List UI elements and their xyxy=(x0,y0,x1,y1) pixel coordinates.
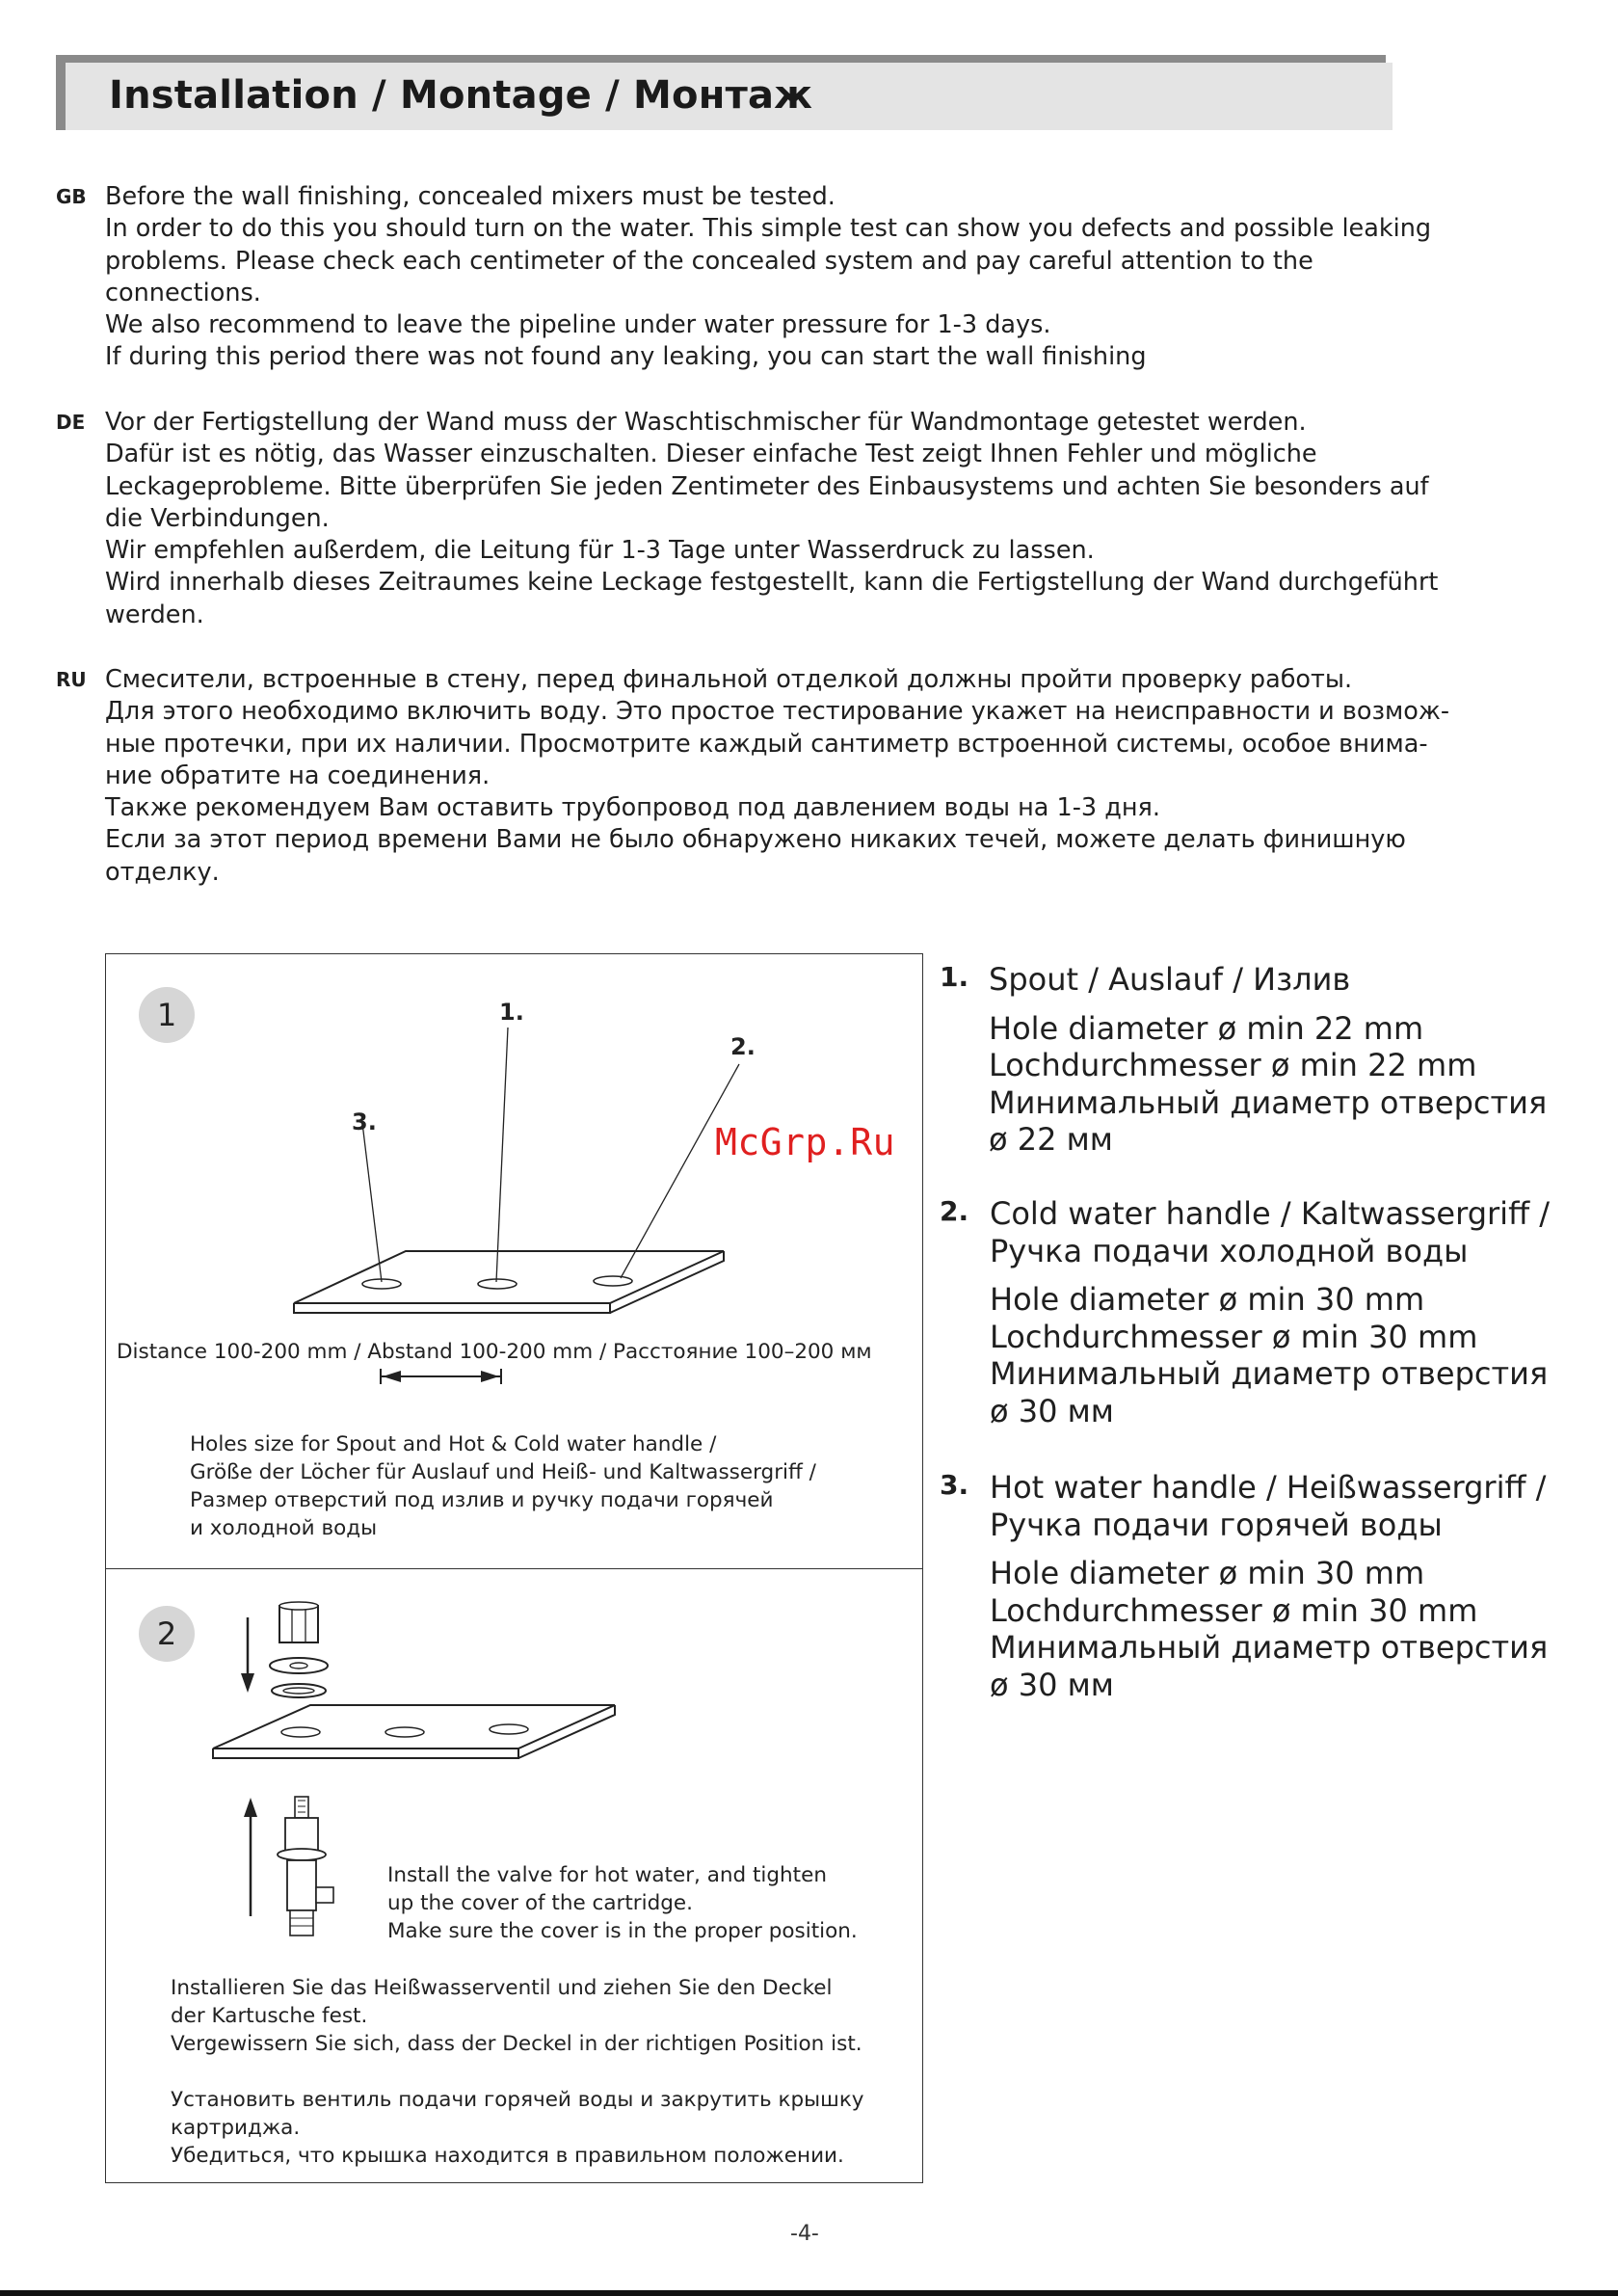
caption-line: up the cover of the cartridge. xyxy=(387,1891,693,1915)
text-line: Leckageprobleme. Bitte überprüfen Sie jeden Zentimeter des Einbausystems und achten Sie besonders auf xyxy=(105,471,1429,501)
bottom-rule xyxy=(0,2290,1618,2296)
text-line: Vor der Fertigstellung der Wand muss der Waschtischmischer für Wandmontage getestet werden. xyxy=(105,408,1307,437)
cover-nut xyxy=(279,1606,318,1642)
section-gb-text xyxy=(105,181,1431,374)
spec-detail-line: Минимальный диаметр отверстия xyxy=(990,1355,1549,1392)
step-number-2: 2 xyxy=(139,1606,195,1662)
caption-line: Установить вентиль подачи горячей воды и закрутить крышку xyxy=(171,2088,864,2112)
text-line: In order to do this you should turn on the water. This simple test can show you defects and possible leaking xyxy=(105,214,1432,244)
caption-line: Убедиться, что крышка находится в правильном положении. xyxy=(171,2144,844,2168)
plate-hole xyxy=(281,1727,320,1737)
instruction-de xyxy=(171,1974,862,2058)
gasket-hole xyxy=(283,1688,314,1694)
distance-arrowhead-right xyxy=(481,1371,499,1382)
distance-arrowhead-left xyxy=(383,1371,401,1382)
spec-detail xyxy=(990,1555,1548,1703)
text-line: Wir empfehlen außerdem, die Leitung für 1-3 Tage unter Wasserdruck zu lassen. xyxy=(105,536,1095,566)
caption-line: Vergewissern Sie sich, dass der Deckel in der richtigen Position ist. xyxy=(171,2032,862,2056)
text-line: We also recommend to leave the pipeline under water pressure for 1-3 days. xyxy=(105,310,1051,340)
instruction-ru xyxy=(171,2086,864,2170)
text-line: Before the wall finishing, concealed mixers must be tested. xyxy=(105,182,836,211)
caption-line: и холодной воды xyxy=(190,1516,378,1540)
spec-detail-line: Lochdurchmesser ø min 30 mm xyxy=(990,1318,1478,1355)
text-line: Wird innerhalb dieses Zeitraumes keine Leckage festgestellt, kann die Fertigstellung der Wand durchgeführt xyxy=(105,568,1439,598)
valve-inlet xyxy=(290,1910,313,1936)
text-line: Dafür ist es nötig, das Wasser einzuschalten. Dieser einfache Test zeigt Ihnen Fehler und mögliche xyxy=(105,440,1317,469)
distance-label: Distance 100-200 mm / Abstand 100-200 mm / Расстояние 100–200 мм xyxy=(117,1340,872,1364)
caption-line: der Kartusche fest. xyxy=(171,2004,368,2028)
spec-detail-line: Hole diameter ø min 22 mm xyxy=(989,1009,1424,1047)
instruction-gb xyxy=(387,1861,858,1945)
washer-hole xyxy=(290,1663,307,1669)
spec-title: Ручка подачи горячей воды xyxy=(990,1506,1443,1543)
text-line: ние обратите на соединения. xyxy=(105,761,491,790)
down-arrowhead xyxy=(241,1673,254,1693)
spec-number: 2. xyxy=(940,1195,969,1227)
spec-detail-line: ø 30 мм xyxy=(990,1666,1114,1703)
spec-lines xyxy=(989,961,1547,1159)
spec-title: Ручка подачи холодной воды xyxy=(990,1232,1469,1269)
text-line: ные протечки, при их наличии. Просмотрите каждый сантиметр встроенной системы, особое внима- xyxy=(105,729,1428,759)
spec-lines xyxy=(990,1469,1548,1703)
text-line: Также рекомендуем Вам оставить трубопровод под давлением воды на 1-3 дня. xyxy=(105,793,1161,823)
lang-code-gb: GB xyxy=(56,185,87,208)
spec-detail-line: Lochdurchmesser ø min 30 mm xyxy=(990,1591,1478,1629)
header-rule xyxy=(56,55,1386,63)
section-ru-text xyxy=(105,664,1449,889)
text-line: problems. Please check each centimeter of the concealed system and pay careful attention to the xyxy=(105,246,1313,276)
caption-line: Install the valve for hot water, and tighten xyxy=(387,1863,827,1887)
page-number: -4- xyxy=(790,2222,819,2246)
text-line: отделку. xyxy=(105,857,220,887)
text-line: If during this period there was not found any leaking, you can start the wall finishing xyxy=(105,342,1147,372)
text-line: Если за этот период времени Вами не было обнаружено никаких течей, можете делать финишную xyxy=(105,825,1406,855)
spec-detail-line: Минимальный диаметр отверстия xyxy=(990,1629,1549,1666)
holes-caption xyxy=(190,1430,816,1542)
spec-detail-line: ø 30 мм xyxy=(990,1392,1114,1429)
text-line: Для этого необходимо включить воду. Это простое тестирование укажет на неисправности и возмож- xyxy=(105,697,1450,727)
spec-detail-line: ø 22 мм xyxy=(989,1121,1113,1158)
spec-number: 3. xyxy=(940,1469,969,1501)
hole-1 xyxy=(478,1279,517,1289)
mounting-plate-top xyxy=(294,1251,724,1303)
hole-2 xyxy=(594,1276,632,1286)
section-de-text xyxy=(105,407,1438,631)
lang-code-de: DE xyxy=(56,411,86,434)
spec-detail-line: Hole diameter ø min 30 mm xyxy=(990,1281,1425,1318)
caption-line: картриджа. xyxy=(171,2116,301,2140)
spec-detail-line: Lochdurchmesser ø min 22 mm xyxy=(989,1047,1477,1083)
leader-line-2 xyxy=(621,1064,739,1278)
spec-detail-line: Минимальный диаметр отверстия xyxy=(989,1083,1548,1121)
figure-panel-1 xyxy=(105,953,923,1569)
text-line: die Verbindungen. xyxy=(105,503,330,533)
spec-detail xyxy=(990,1281,1550,1429)
spec-title: Spout / Auslauf / Излив xyxy=(989,961,1351,998)
spec-lines xyxy=(990,1195,1550,1429)
cartridge-ring xyxy=(278,1849,326,1860)
callout-1: 1. xyxy=(499,999,524,1026)
caption-line: Größe der Löcher für Auslauf und Heiß- und Kaltwassergriff / xyxy=(190,1460,816,1484)
callout-3: 3. xyxy=(352,1108,377,1135)
leader-line-3 xyxy=(362,1123,382,1282)
valve-body xyxy=(287,1860,316,1910)
plate-hole xyxy=(385,1727,424,1737)
plate-hole xyxy=(490,1724,528,1734)
text-line: connections. xyxy=(105,278,261,307)
spec-title: Hot water handle / Heißwassergriff / xyxy=(990,1469,1547,1506)
spec-detail-line: Hole diameter ø min 30 mm xyxy=(990,1555,1425,1591)
watermark: McGrp.Ru xyxy=(715,1121,896,1163)
spec-title: Cold water handle / Kaltwassergriff / xyxy=(990,1195,1551,1232)
text-line: werden. xyxy=(105,600,204,629)
step-number-1: 1 xyxy=(139,987,195,1043)
text-line: Смесители, встроенные в стену, перед финальной отделкой должны пройти проверку работы. xyxy=(105,665,1353,694)
caption-line: Make sure the cover is in the proper position. xyxy=(387,1919,858,1943)
spec-detail xyxy=(989,1010,1547,1159)
callout-2: 2. xyxy=(730,1033,756,1060)
leader-line-1 xyxy=(496,1028,508,1282)
caption-line: Размер отверстий под излив и ручку подачи горячей xyxy=(190,1488,774,1512)
lang-code-ru: RU xyxy=(56,668,87,691)
caption-line: Installieren Sie das Heißwasserventil und ziehen Sie den Deckel xyxy=(171,1976,833,2000)
cover-nut-top xyxy=(279,1602,318,1610)
page-title: Installation / Montage / Монтаж xyxy=(109,73,813,118)
caption-line: Holes size for Spout and Hot & Cold water handle / xyxy=(190,1432,717,1456)
spec-number: 1. xyxy=(940,961,969,993)
valve-spindle xyxy=(295,1797,308,1818)
valve-outlet xyxy=(316,1887,333,1903)
up-arrowhead xyxy=(244,1798,257,1817)
figure-panel-2 xyxy=(105,1568,923,2183)
